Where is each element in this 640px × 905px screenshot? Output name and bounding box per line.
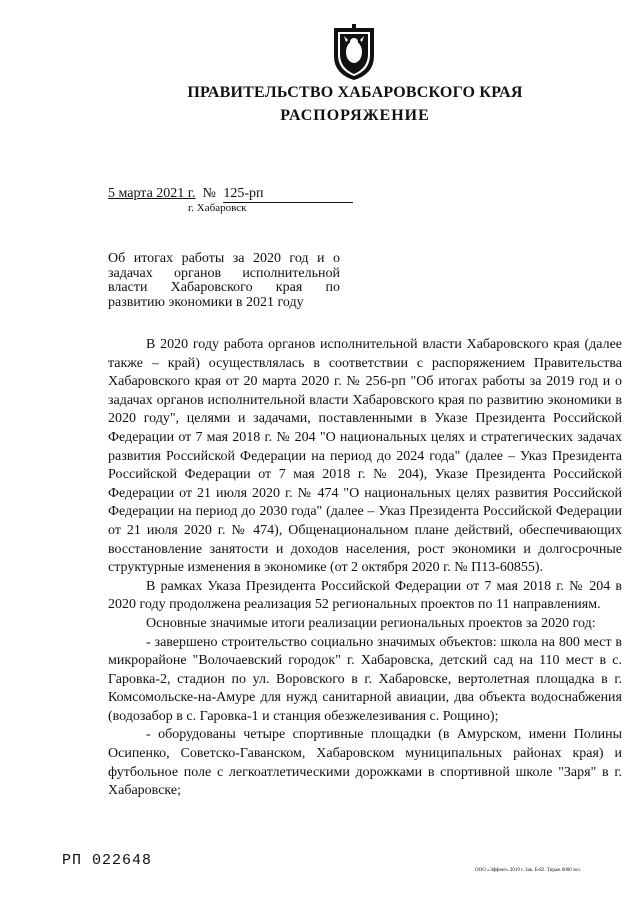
form-serial-number: РП 022648 [62, 852, 153, 869]
paragraph: В 2020 году работа органов исполнительной власти Хабаровского края (далее также – край) осуществлялась в соответствии с распоряжением Правительства Хабаровского края от 20 марта 2020 г. № 256-рп "Об итогах работы за 2019 год и о задачах органов исполнительной власти Хабаровского края по развитию экономики в 2020 году", целями и задачами, поставленными в Указе Президента Российской Федерации от 7 мая 2018 г. № 204 "О национальных целях и стратегических задачах развития Российской Федерации на период до 2024 года" (далее – Указ Президента Российской Федерации от 7 мая 2018 г. № 204), Указе Президента Российской Федерации от 21 июля 2020 г. № 474 "О национальных целях развития Российской Федерации на период до 2030 года" (далее – Указ Президента Российской Федерации от 21 июля 2020 г. № 474), Общенациональном плане действий, обеспечивающих восстановление занятости и доходов населения, рост экономики и долгосрочные структурные изменения в экономике (от 2 октября 2020 г. № П13-60855). [108, 337, 622, 576]
document-subject: Об итогах работы за 2020 год и о задачах органов исполнительной власти Хабаровского края по развитию экономики в 2021 году [108, 251, 340, 310]
document-body [108, 336, 622, 801]
document-city: г. Хабаровск [188, 202, 247, 214]
paragraph: В рамках Указа Президента Российской Федерации от 7 мая 2018 г. № 204 в 2020 году продолжена реализация 52 региональных проектов по 11 направлениям. [108, 578, 622, 613]
print-info: ООО «Эффект» 2019 г. Зак. Б-82. Тираж 6000 экз. [475, 868, 581, 873]
paragraph: Основные значимые итоги реализации региональных проектов за 2020 год: [146, 615, 596, 631]
coat-of-arms-emblem [330, 22, 378, 82]
government-title: ПРАВИТЕЛЬСТВО ХАБАРОВСКОГО КРАЯ [187, 84, 523, 101]
document-number-value: 125-рп [223, 186, 264, 201]
paragraph: - завершено строительство социально значимых объектов: школа на 800 мест в микрорайоне "Волочаевский городок" г. Хабаровска, детский сад на 110 мест в с. Гаровка-2, стадион по ул. Воровского в г. Хабаровске, вертолетная площадка в г. Комсомольске-на-Амуре для нужд санитарной авиации, два объекта водоснабжения (водозабор в с. Гаровка-1 и станция обезжелезивания с. Рощино); [108, 634, 622, 724]
document-number [223, 186, 353, 203]
paragraph: - оборудованы четыре спортивные площадки (в Амурском, имени Полины Осипенко, Советско-Гаванском, Хабаровском муниципальных районах края) и футбольное поле с легкоатлетическими дорожками в спортивной школе "Заря" в г. Хабаровске; [108, 727, 622, 799]
document-type: РАСПОРЯЖЕНИЕ [280, 107, 430, 124]
number-sign: № [202, 186, 216, 201]
document-date: 5 марта 2021 г. [108, 186, 196, 201]
date-number-line [108, 186, 353, 203]
